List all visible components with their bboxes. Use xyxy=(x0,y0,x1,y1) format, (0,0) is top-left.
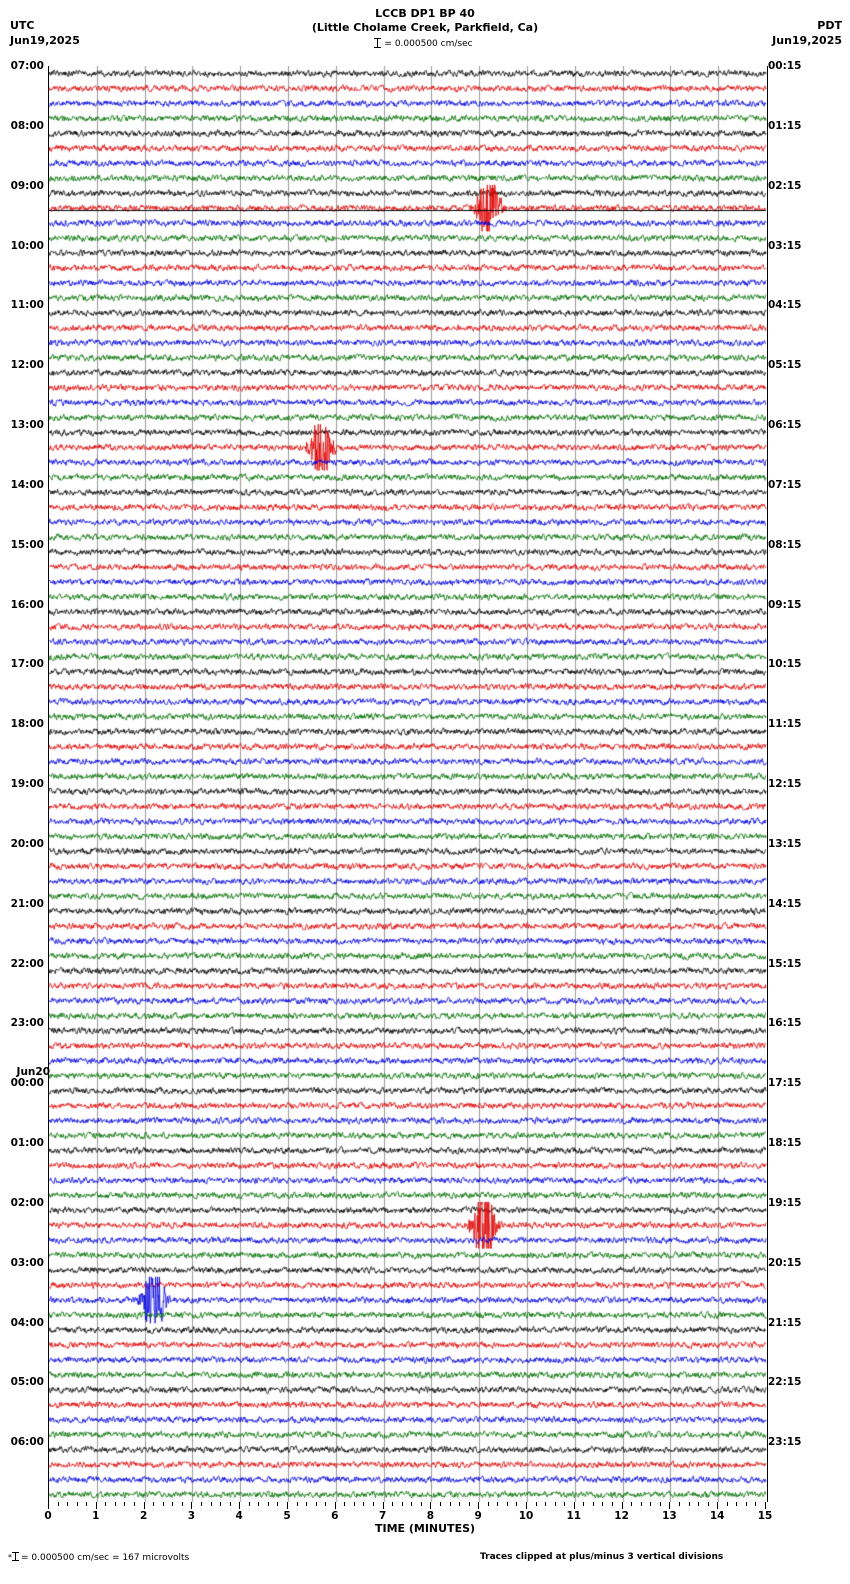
axis-minor-tick xyxy=(689,1502,690,1506)
axis-minor-tick xyxy=(325,1502,326,1506)
axis-minor-tick xyxy=(545,1502,546,1506)
axis-minor-tick xyxy=(593,1502,594,1506)
hour-label-left: 19:00 xyxy=(10,778,44,790)
axis-title: TIME (MINUTES) xyxy=(374,1522,476,1535)
axis-minor-tick xyxy=(421,1502,422,1506)
header-center xyxy=(0,7,850,35)
hour-label-left: 04:00 xyxy=(10,1316,44,1329)
axis-minor-tick xyxy=(612,1502,613,1506)
axis-minor-tick xyxy=(58,1502,59,1506)
hour-label-right: 19:15 xyxy=(768,1196,802,1209)
axis-minor-tick xyxy=(268,1502,269,1506)
axis-minor-tick xyxy=(77,1502,78,1506)
hour-label-left: 15:00 xyxy=(10,538,44,551)
hour-label-right: 16:15 xyxy=(768,1017,802,1030)
axis-minor-tick xyxy=(363,1502,364,1506)
axis-minor-tick xyxy=(602,1502,603,1506)
axis-minor-tick xyxy=(746,1502,747,1506)
axis-minor-tick xyxy=(631,1502,632,1506)
hour-label-right: 05:15 xyxy=(768,359,802,372)
axis-minor-tick xyxy=(258,1502,259,1506)
scale-label: = 0.000500 cm/sec xyxy=(384,39,473,49)
axis-minor-tick xyxy=(650,1502,651,1506)
axis-tick xyxy=(191,1502,192,1509)
chart-header xyxy=(0,0,850,60)
axis-tick-label: 3 xyxy=(187,1510,196,1522)
axis-minor-tick xyxy=(698,1502,699,1506)
hour-label-left: 12:00 xyxy=(10,359,44,372)
axis-minor-tick xyxy=(86,1502,87,1506)
axis-minor-tick xyxy=(755,1502,756,1506)
axis-tick xyxy=(574,1502,575,1509)
axis-minor-tick xyxy=(583,1502,584,1506)
hour-label-left: 14:00 xyxy=(10,478,44,491)
axis-minor-tick xyxy=(727,1502,728,1506)
axis-minor-tick xyxy=(507,1502,508,1506)
axis-tick-label: 11 xyxy=(566,1510,582,1522)
hour-label-right: 07:15 xyxy=(768,478,802,491)
axis-minor-tick xyxy=(124,1502,125,1506)
axis-minor-tick xyxy=(564,1502,565,1506)
footer-clip-note: Traces clipped at plus/minus 3 vertical divisions xyxy=(480,1552,724,1562)
axis-tick xyxy=(478,1502,479,1509)
trace-canvas xyxy=(49,66,767,1502)
hour-label-right: 23:15 xyxy=(768,1436,802,1449)
axis-minor-tick xyxy=(736,1502,737,1506)
hour-label-right: 06:15 xyxy=(768,419,802,431)
axis-tick xyxy=(526,1502,527,1509)
axis-minor-tick xyxy=(679,1502,680,1506)
hour-label-left: 05:00 xyxy=(10,1376,44,1389)
axis-minor-tick xyxy=(516,1502,517,1506)
axis-minor-tick xyxy=(392,1502,393,1506)
axis-tick-label: 5 xyxy=(283,1510,291,1522)
axis-tick xyxy=(430,1502,431,1509)
hour-label-left: 00:00 xyxy=(10,1077,44,1090)
axis-minor-tick xyxy=(249,1502,250,1506)
axis-minor-tick xyxy=(402,1502,403,1506)
axis-minor-tick xyxy=(306,1502,307,1506)
axis-tick xyxy=(669,1502,670,1509)
axis-minor-tick xyxy=(182,1502,183,1506)
axis-minor-tick xyxy=(67,1502,68,1506)
axis-minor-tick xyxy=(230,1502,231,1506)
axis-tick-label: 2 xyxy=(139,1510,148,1522)
axis-minor-tick xyxy=(469,1502,470,1506)
axis-minor-tick xyxy=(373,1502,374,1506)
hour-label-left: 21:00 xyxy=(10,897,44,910)
timezone-left: UTC xyxy=(10,19,35,32)
axis-minor-tick xyxy=(450,1502,451,1506)
axis-minor-tick xyxy=(488,1502,489,1506)
axis-tick-label: 1 xyxy=(92,1510,100,1522)
axis-minor-tick xyxy=(115,1502,116,1506)
hour-label-right: 22:15 xyxy=(768,1376,802,1389)
hour-label-right: 17:15 xyxy=(768,1077,802,1090)
hour-label-left: 11:00 xyxy=(10,299,44,312)
hour-label-left: 20:00 xyxy=(10,837,44,850)
axis-minor-tick xyxy=(641,1502,642,1506)
axis-minor-tick xyxy=(555,1502,556,1506)
axis-minor-tick xyxy=(708,1502,709,1506)
hour-label-right: 08:15 xyxy=(768,538,802,551)
date-left: Jun19,2025 xyxy=(10,34,80,47)
hour-label-right: 10:15 xyxy=(768,658,802,671)
hour-label-right: 13:15 xyxy=(768,837,802,850)
axis-minor-tick xyxy=(201,1502,202,1506)
scale-indicator xyxy=(0,38,850,49)
hour-label-left: 03:00 xyxy=(10,1256,44,1269)
axis-minor-tick xyxy=(660,1502,661,1506)
day-marker-label: Jun20 xyxy=(16,1066,50,1079)
hour-label-right: 12:15 xyxy=(768,778,802,790)
date-right: Jun19,2025 xyxy=(772,34,842,47)
axis-minor-tick xyxy=(220,1502,221,1506)
scale-bar-icon xyxy=(377,38,378,48)
hour-label-left: 17:00 xyxy=(10,658,44,671)
hour-label-left: 13:00 xyxy=(10,419,44,431)
seismogram-plot xyxy=(48,66,768,1502)
axis-minor-tick xyxy=(497,1502,498,1506)
time-axis xyxy=(44,1502,773,1522)
axis-tick-label: 9 xyxy=(474,1510,482,1522)
axis-minor-tick xyxy=(344,1502,345,1506)
hour-label-left: 23:00 xyxy=(10,1017,44,1030)
axis-minor-tick xyxy=(411,1502,412,1506)
hour-label-right: 14:15 xyxy=(768,897,802,910)
hour-label-right: 03:15 xyxy=(768,239,802,252)
axis-tick xyxy=(717,1502,718,1509)
hour-label-right: 00:15 xyxy=(768,60,802,72)
axis-tick xyxy=(383,1502,384,1509)
axis-tick-label: 0 xyxy=(44,1510,52,1522)
axis-tick xyxy=(48,1502,49,1509)
axis-tick-label: 15 xyxy=(757,1510,773,1522)
axis-minor-tick xyxy=(172,1502,173,1506)
axis-minor-tick xyxy=(536,1502,537,1506)
axis-tick xyxy=(96,1502,97,1509)
timezone-right: PDT xyxy=(817,19,842,32)
hour-label-right: 18:15 xyxy=(768,1137,802,1149)
axis-minor-tick xyxy=(105,1502,106,1506)
hour-label-left: 09:00 xyxy=(10,179,44,192)
hour-label-left: 02:00 xyxy=(10,1196,44,1209)
axis-minor-tick xyxy=(440,1502,441,1506)
footer-scale: * = 0.000500 cm/sec = 167 microvolts xyxy=(8,1553,190,1563)
axis-tick-label: 13 xyxy=(662,1510,677,1522)
hour-label-left: 01:00 xyxy=(10,1137,44,1149)
hour-label-left: 18:00 xyxy=(10,718,44,731)
footer-scale-text: = 0.000500 cm/sec = 167 microvolts xyxy=(21,1553,190,1563)
axis-tick xyxy=(287,1502,288,1509)
axis-minor-tick xyxy=(277,1502,278,1506)
axis-minor-tick xyxy=(297,1502,298,1506)
hour-label-right: 04:15 xyxy=(768,299,802,312)
footer-scale-bar-icon xyxy=(15,1552,16,1561)
axis-minor-tick xyxy=(134,1502,135,1506)
hour-label-left: 06:00 xyxy=(10,1436,44,1449)
axis-minor-tick xyxy=(211,1502,212,1506)
axis-minor-tick xyxy=(163,1502,164,1506)
hour-label-right: 02:15 xyxy=(768,179,802,192)
axis-tick-label: 14 xyxy=(709,1510,725,1522)
hour-label-right: 20:15 xyxy=(768,1256,802,1269)
hour-label-right: 15:15 xyxy=(768,957,802,970)
axis-tick xyxy=(335,1502,336,1509)
hour-label-right: 21:15 xyxy=(768,1316,802,1329)
hour-label-right: 09:15 xyxy=(768,598,802,611)
hour-label-left: 16:00 xyxy=(10,598,44,611)
axis-tick-label: 8 xyxy=(426,1510,435,1522)
hour-label-left: 10:00 xyxy=(10,239,44,252)
station-subtitle: (Little Cholame Creek, Parkfield, Ca) xyxy=(311,21,539,34)
axis-minor-tick xyxy=(459,1502,460,1506)
hour-label-right: 01:15 xyxy=(768,119,802,132)
axis-minor-tick xyxy=(354,1502,355,1506)
station-title: LCCB DP1 BP 40 xyxy=(375,7,475,20)
axis-tick xyxy=(144,1502,145,1509)
axis-tick-label: 6 xyxy=(331,1510,339,1522)
axis-tick xyxy=(622,1502,623,1509)
axis-tick-label: 7 xyxy=(378,1510,387,1522)
axis-minor-tick xyxy=(316,1502,317,1506)
hour-label-left: 07:00 xyxy=(10,60,44,72)
axis-tick-label: 4 xyxy=(235,1510,243,1522)
hour-label-left: 22:00 xyxy=(10,957,44,970)
hour-label-right: 11:15 xyxy=(768,718,802,731)
axis-tick-label: 10 xyxy=(518,1510,534,1522)
hour-label-left: 08:00 xyxy=(10,119,44,132)
axis-minor-tick xyxy=(153,1502,154,1506)
axis-tick xyxy=(239,1502,240,1509)
axis-tick-label: 12 xyxy=(614,1510,629,1522)
axis-tick xyxy=(765,1502,766,1509)
